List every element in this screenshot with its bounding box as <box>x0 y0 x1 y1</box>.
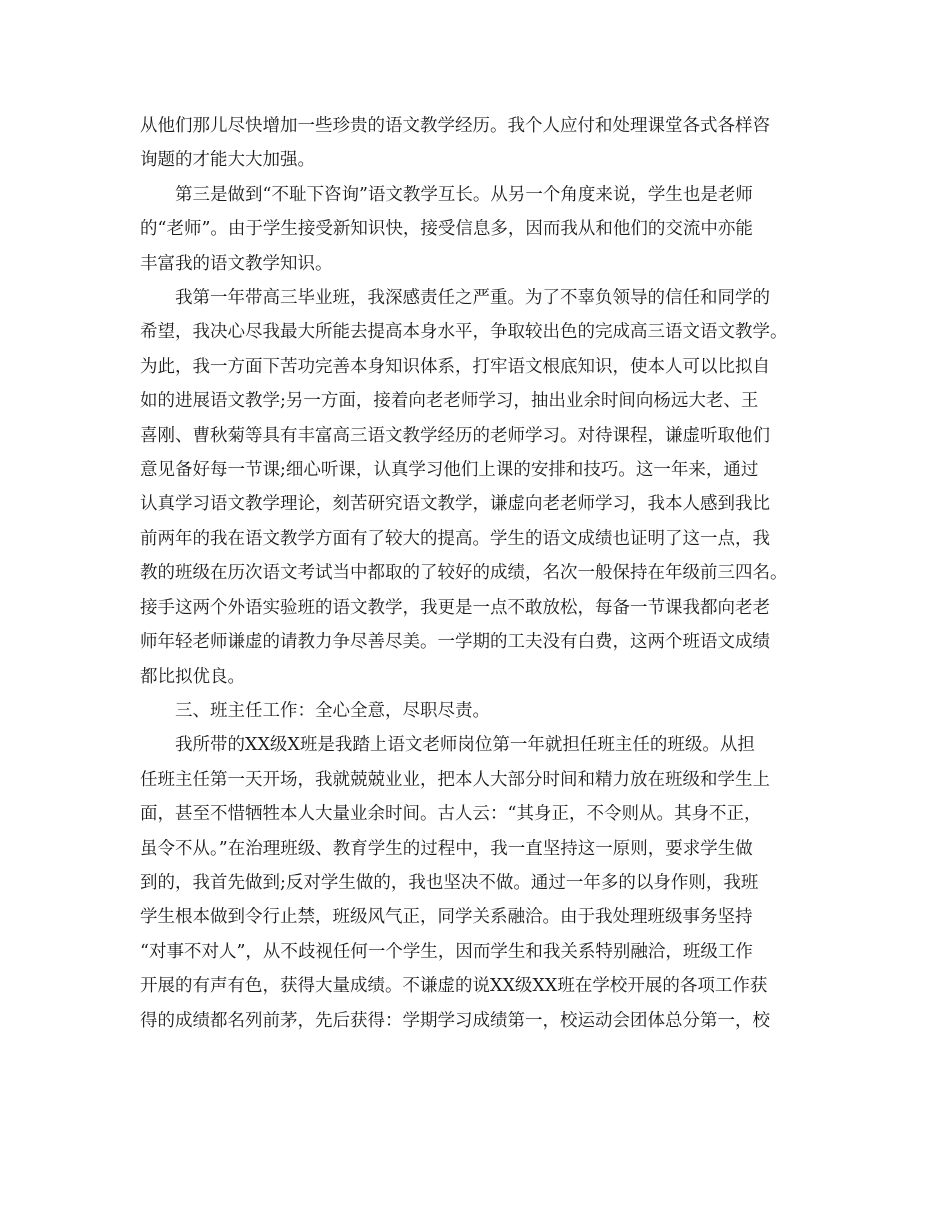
text-line: 丰富我的语文教学知识。 <box>140 253 333 274</box>
text-line: 前两年的我在语文教学方面有了较大的提高。学生的语文成绩也证明了这一点，我 <box>140 528 770 549</box>
paragraph-5 <box>140 728 820 1038</box>
text-line: 为此，我一方面下苦功完善本身知识体系，打牢语文根底知识，使本人可以比拟自 <box>140 356 770 377</box>
text-line: 接手这两个外语实验班的语文教学，我更是一点不敢放松，每备一节课我都向老老 <box>140 597 770 618</box>
text-line: 的“老师”。由于学生接受新知识快，接受信息多，因而我从和他们的交流中亦能 <box>140 219 753 240</box>
paragraph-1 <box>140 109 820 178</box>
text-line: 三、班主任工作：全心全意，尽职尽责。 <box>175 700 490 721</box>
text-line: 希望，我决心尽我最大所能去提高本身水平，争取较出色的完成高三语文语文教学。 <box>140 322 788 343</box>
text-line: 询题的才能大大加强。 <box>140 150 315 171</box>
text-line: 到的，我首先做到;反对学生做的，我也坚决不做。通过一年多的以身作则，我班 <box>140 872 759 893</box>
text-line: 得的成绩都名列前茅，先后获得：学期学习成绩第一，校运动会团体总分第一，校 <box>140 1010 770 1031</box>
text-line: 我所带的XX级X班是我踏上语文老师岗位第一年就担任班主任的班级。从担 <box>175 735 755 756</box>
paragraph-3 <box>140 281 820 694</box>
paragraph-2 <box>140 178 820 281</box>
text-line: 喜刚、曹秋菊等具有丰富高三语文教学经历的老师学习。对待课程，谦虚听取他们 <box>140 425 770 446</box>
text-line: 面，甚至不惜牺牲本人大量业余时间。古人云：“其身正，不令则从。其身不正， <box>140 804 762 825</box>
section-heading <box>140 694 820 728</box>
text-line: 我第一年带高三毕业班，我深感责任之严重。为了不辜负领导的信任和同学的 <box>175 288 770 309</box>
text-line: 意见备好每一节课;细心听课，认真学习他们上课的安排和技巧。这一年来，通过 <box>140 460 759 481</box>
text-line: 师年轻老师谦虚的请教力争尽善尽美。一学期的工夫没有白费，这两个班语文成绩 <box>140 632 770 653</box>
text-line: 学生根本做到令行止禁，班级风气正，同学关系融洽。由于我处理班级事务坚持 <box>140 907 753 928</box>
text-line: 教的班级在历次语文考试当中都取的了较好的成绩，名次一般保持在年级前三四名。 <box>140 563 788 584</box>
text-line: 认真学习语文教学理论，刻苦研究语文教学，谦虚向老老师学习，我本人感到我比 <box>140 494 770 515</box>
text-line: 从他们那儿尽快增加一些珍贵的语文教学经历。我个人应付和处理课堂各式各样咨 <box>140 116 770 136</box>
text-line: 第三是做到“不耻下咨询”语文教学互长。从另一个角度来说，学生也是老师 <box>175 184 753 205</box>
text-line: 任班主任第一天开场，我就兢兢业业，把本人大部分时间和精力放在班级和学生上 <box>140 769 770 790</box>
document-body <box>140 109 820 1038</box>
text-line: 虽令不从。”在治理班级、教育学生的过程中，我一直坚持这一原则，要求学生做 <box>140 838 753 859</box>
text-line: 开展的有声有色，获得大量成绩。不谦虚的说XX级XX班在学校开展的各项工作获 <box>140 976 768 997</box>
text-line: “对事不对人”，从不歧视任何一个学生，因而学生和我关系特别融洽，班级工作 <box>140 941 753 962</box>
text-line: 都比拟优良。 <box>140 666 245 687</box>
text-line: 如的进展语文教学;另一方面，接着向老老师学习，抽出业余时间向杨远大老、王 <box>140 391 759 412</box>
